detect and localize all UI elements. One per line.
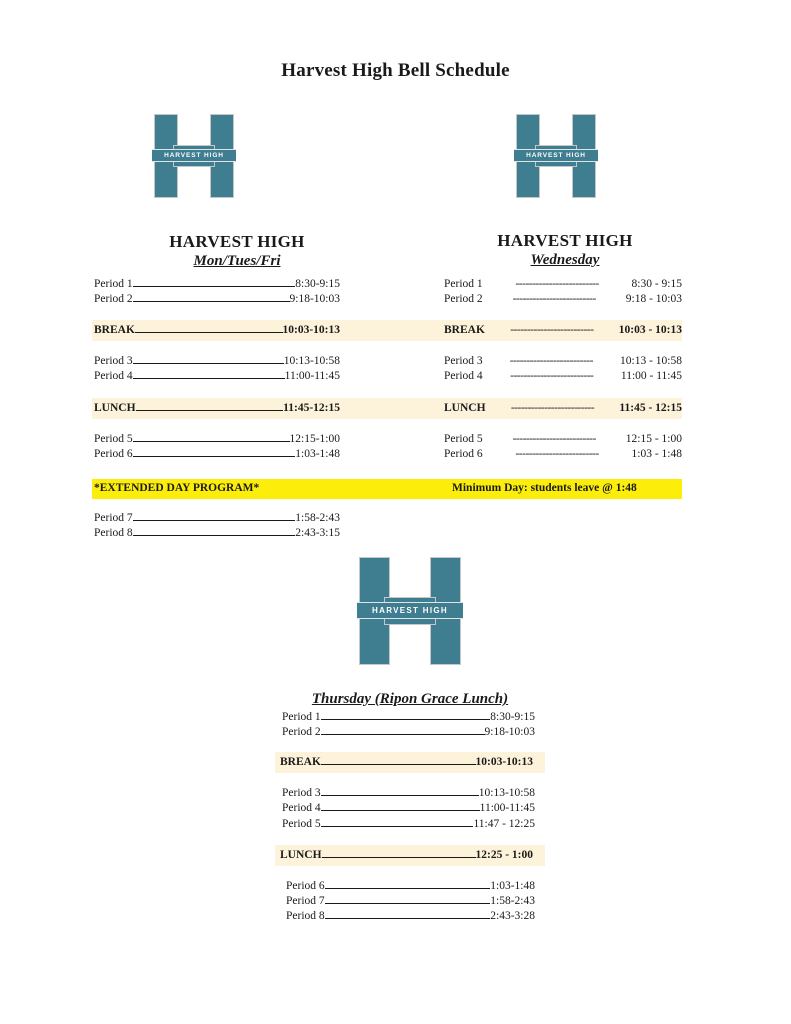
row-leader <box>321 755 476 765</box>
schedule-row <box>286 879 535 894</box>
logo-banner-text: HARVEST HIGH <box>514 149 599 163</box>
schedule-row <box>94 354 340 369</box>
row-label: Period 4 <box>282 802 321 814</box>
row-label: Period 3 <box>94 355 133 367</box>
row-leader: ------------------------- <box>510 402 595 414</box>
row-time: 8:30-9:15 <box>490 711 535 723</box>
row-leader: ------------------------- <box>512 293 596 305</box>
schedule-row <box>282 801 535 816</box>
row-leader <box>325 894 491 904</box>
logo-banner-text: HARVEST HIGH <box>152 149 237 163</box>
break-row-thursday <box>280 755 533 770</box>
row-label: Period 2 <box>444 293 483 305</box>
row-time: 2:43-3:15 <box>295 527 340 539</box>
schedule-row <box>282 786 535 801</box>
row-time: 1:58-2:43 <box>490 895 535 907</box>
row-time: 11:47 - 12:25 <box>473 818 535 830</box>
schedule-row <box>282 817 535 832</box>
schedule-row <box>286 909 535 924</box>
row-leader <box>133 354 284 364</box>
schedule-row <box>282 725 535 740</box>
row-time: 9:18-10:03 <box>484 726 535 738</box>
row-leader: ------------------------- <box>515 448 599 460</box>
logo-banner-text: HARVEST HIGH <box>357 602 463 620</box>
row-time: 8:30 - 9:15 <box>631 278 682 290</box>
row-label: Period 1 <box>444 278 483 290</box>
right-column-day-heading: Wednesday <box>530 252 600 268</box>
row-label: Period 3 <box>444 355 483 367</box>
lunch-time: 12:25 - 1:00 <box>475 849 533 861</box>
row-time: 12:15-1:00 <box>289 433 340 445</box>
row-time: 11:00-11:45 <box>479 802 535 814</box>
row-label: Period 3 <box>282 787 321 799</box>
row-leader <box>133 511 296 521</box>
row-leader <box>133 526 296 536</box>
row-label: Period 7 <box>94 512 133 524</box>
break-row-wednesday <box>444 323 682 338</box>
row-time: 11:00 - 11:45 <box>620 370 682 382</box>
row-label: Period 2 <box>94 293 133 305</box>
harvest-high-logo-left <box>150 110 238 202</box>
row-label: Period 4 <box>444 370 483 382</box>
page-title: Harvest High Bell Schedule <box>281 60 510 81</box>
row-time: 1:03-1:48 <box>295 448 340 460</box>
row-leader <box>321 817 474 827</box>
row-leader <box>321 710 491 720</box>
row-leader <box>133 447 296 457</box>
break-time: 10:03-10:13 <box>475 756 533 768</box>
row-label: Period 1 <box>94 278 133 290</box>
row-time: 10:13-10:58 <box>478 787 535 799</box>
lunch-row-top <box>94 401 340 416</box>
row-label: Period 4 <box>94 370 133 382</box>
row-label: Period 5 <box>444 433 483 445</box>
row-leader <box>325 879 491 889</box>
schedule-row <box>444 354 682 369</box>
lunch-time: 11:45-12:15 <box>283 402 340 414</box>
row-time: 8:30-9:15 <box>295 278 340 290</box>
row-leader <box>136 401 284 411</box>
schedule-row <box>94 277 340 292</box>
row-time: 10:13 - 10:58 <box>620 355 682 367</box>
row-label: Period 5 <box>94 433 133 445</box>
row-time: 12:15 - 1:00 <box>625 433 682 445</box>
lunch-label: LUNCH <box>444 402 486 414</box>
row-label: Period 6 <box>444 448 483 460</box>
break-label: BREAK <box>444 324 485 336</box>
lunch-label: LUNCH <box>280 849 322 861</box>
row-leader <box>321 786 479 796</box>
row-label: Period 6 <box>94 448 133 460</box>
harvest-high-logo-bottom <box>355 552 465 670</box>
schedule-row <box>94 526 340 541</box>
right-column-school-name: HARVEST HIGH <box>497 231 633 250</box>
row-leader <box>325 909 491 919</box>
schedule-row <box>94 369 340 384</box>
lunch-time: 11:45 - 12:15 <box>619 402 682 414</box>
row-leader: ------------------------- <box>512 433 596 445</box>
row-label: Period 5 <box>282 818 321 830</box>
extended-day-program-notice: *EXTENDED DAY PROGRAM* <box>94 482 260 494</box>
bottom-section-day-heading: Thursday (Ripon Grace Lunch) <box>311 691 509 707</box>
lunch-row-thursday <box>280 848 533 863</box>
schedule-row <box>94 511 340 526</box>
row-leader <box>133 432 290 442</box>
harvest-high-logo-right <box>512 110 600 202</box>
row-time: 10:13-10:58 <box>283 355 340 367</box>
schedule-row <box>94 292 340 307</box>
row-label: Period 2 <box>282 726 321 738</box>
row-leader <box>321 801 480 811</box>
row-time: 9:18-10:03 <box>289 293 340 305</box>
row-time: 1:58-2:43 <box>295 512 340 524</box>
left-column-day-heading: Mon/Tues/Fri <box>193 253 281 269</box>
row-leader <box>133 277 296 287</box>
row-leader: ------------------------- <box>515 278 599 290</box>
break-time: 10:03 - 10:13 <box>618 324 682 336</box>
schedule-row <box>286 894 535 909</box>
row-time: 11:00-11:45 <box>284 370 340 382</box>
left-column-school-name: HARVEST HIGH <box>169 232 305 251</box>
lunch-row-wednesday <box>444 401 682 416</box>
row-label: Period 8 <box>94 527 133 539</box>
row-leader <box>321 725 485 735</box>
minimum-day-notice: Minimum Day: students leave @ 1:48 <box>452 482 637 494</box>
row-time: 2:43-3:28 <box>490 910 535 922</box>
row-label: Period 1 <box>282 711 321 723</box>
schedule-row <box>444 432 682 447</box>
schedule-row <box>94 432 340 447</box>
row-leader <box>135 323 283 333</box>
break-label: BREAK <box>94 324 135 336</box>
row-leader: ------------------------- <box>510 370 594 382</box>
row-label: Period 8 <box>286 910 325 922</box>
row-label: Period 6 <box>286 880 325 892</box>
row-leader <box>133 292 290 302</box>
row-time: 1:03 - 1:48 <box>631 448 682 460</box>
lunch-label: LUNCH <box>94 402 136 414</box>
schedule-row <box>94 447 340 462</box>
row-leader <box>322 848 476 858</box>
schedule-row <box>444 369 682 384</box>
schedule-row <box>282 710 535 725</box>
break-row-top <box>94 323 340 338</box>
row-time: 9:18 - 10:03 <box>625 293 682 305</box>
row-leader: ------------------------- <box>509 355 593 367</box>
row-time: 1:03-1:48 <box>490 880 535 892</box>
break-label: BREAK <box>280 756 321 768</box>
schedule-row <box>444 447 682 462</box>
row-leader: ------------------------- <box>510 324 594 336</box>
break-time: 10:03-10:13 <box>282 324 340 336</box>
row-label: Period 7 <box>286 895 325 907</box>
row-leader <box>133 369 285 379</box>
schedule-row <box>444 277 682 292</box>
schedule-row <box>444 292 682 307</box>
